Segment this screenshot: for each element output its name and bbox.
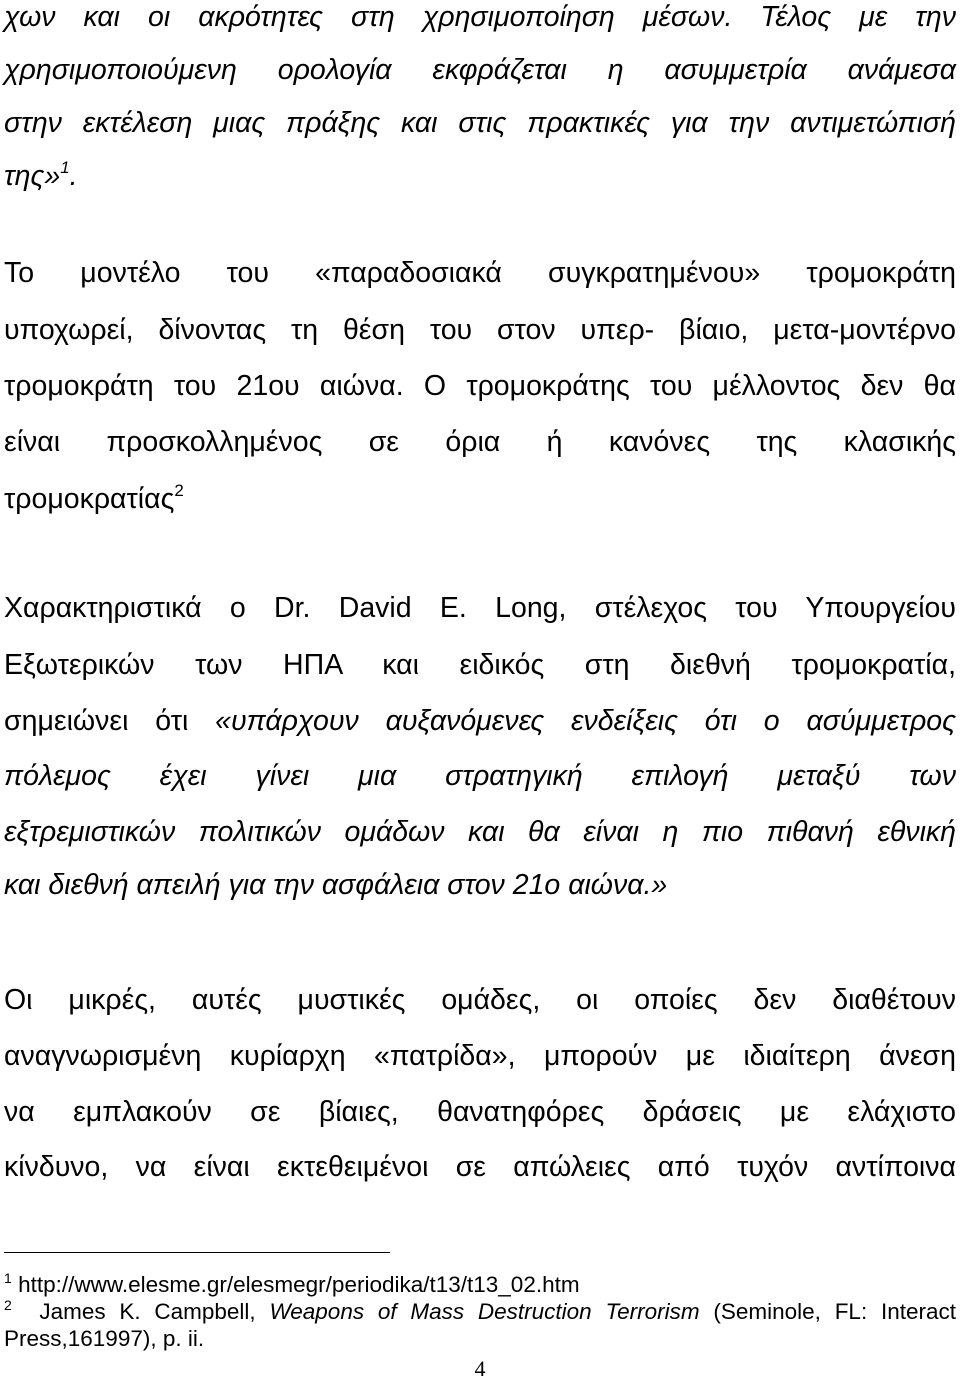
page-number: 4 xyxy=(474,1356,486,1381)
paragraph-1-line-4-text: της» xyxy=(4,160,61,192)
paragraph-4-line-2: αναγνωρισμένη κυρίαρχη «πατρίδα», μπορούν με ιδιαίτερη άνεση xyxy=(4,1040,956,1072)
quote-start: «υπάρχουν αυξανόμενες ενδείξεις ότι ο ασύμμετρος xyxy=(215,705,957,737)
footnote-2-author: James K. Campbell, xyxy=(39,1299,270,1324)
paragraph-3-line-4: πόλεμος έχει γίνει μια στρατηγική επιλογή μεταξύ των xyxy=(4,760,956,792)
footnote-separator xyxy=(4,1252,390,1253)
paragraph-4-line-1: Οι μικρές, αυτές μυστικές ομάδες, οι οποίες δεν διαθέτουν xyxy=(4,984,956,1016)
paragraph-3-line-3 xyxy=(4,704,956,738)
paragraph-3-line-1: Χαρακτηριστικά ο Dr. David E. Long, στέλεχος του Υπουργείου xyxy=(4,592,956,624)
footnote-ref-1: 1 xyxy=(60,158,70,177)
paragraph-3-line-2: Εξωτερικών των ΗΠΑ και ειδικός στη διεθνή τρομοκρατία, xyxy=(4,649,956,681)
paragraph-3-line-3-plain: σημειώνει ότι xyxy=(4,705,216,737)
footnote-2-title: Weapons of Mass Destruction Terrorism xyxy=(269,1299,700,1324)
footnote-2 xyxy=(4,1298,956,1326)
paragraph-4-line-3: να εμπλακούν σε βίαιες, θανατηφόρες δράσεις με ελάχιστο xyxy=(4,1096,956,1128)
paragraph-1-line-2: χρησιμοποιούμενη ορολογία εκφράζεται η ασυμμετρία ανάμεσα xyxy=(4,54,956,86)
footnote-2-number: 2 xyxy=(4,1297,12,1313)
paragraph-4-line-4: κίνδυνο, να είναι εκτεθειμένοι σε απώλειες από τυχόν αντίποινα xyxy=(4,1151,956,1183)
paragraph-2-line-1: Το μοντέλο του «παραδοσιακά συγκρατημένου» τρομοκράτη xyxy=(4,257,956,289)
paragraph-1-line-4-end: . xyxy=(69,160,78,192)
paragraph-2-line-5 xyxy=(4,482,956,516)
paragraph-1-line-4 xyxy=(4,159,956,193)
footnote-1-number: 1 xyxy=(4,1270,12,1286)
paragraph-2-line-5-text: τρομοκρατίας xyxy=(4,483,175,515)
footnote-1-link[interactable]: http://www.elesme.gr/elesmegr/periodika/t13/t13_02.htm xyxy=(18,1272,580,1297)
footnote-2-rest: (Seminole, FL: Interact xyxy=(699,1299,956,1324)
footnote-2-line-2: Press,161997), p. ii. xyxy=(4,1326,205,1351)
paragraph-2-line-2: υποχωρεί, δίνοντας τη θέση του στον υπερ- βίαιο, μετα-μοντέρνο xyxy=(4,314,956,346)
paragraph-2-line-3: τρομοκράτη του 21ου αιώνα. Ο τρομοκράτης του μέλλοντος δεν θα xyxy=(4,370,956,402)
paragraph-2-line-4: είναι προσκολλημένος σε όρια ή κανόνες της κλασικής xyxy=(4,426,956,458)
paragraph-3-line-6: και διεθνή απειλή για την ασφάλεια στον 21ο αιώνα.» xyxy=(4,869,668,901)
paragraph-1-line-1: χων και οι ακρότητες στη χρησιμοποίηση μέσων. Τέλος με την xyxy=(4,1,956,33)
paragraph-1-line-3: στην εκτέλεση μιας πράξης και στις πρακτικές για την αντιμετώπισή xyxy=(4,107,956,139)
footnote-1 xyxy=(4,1271,956,1299)
paragraph-3-line-5: εξτρεμιστικών πολιτικών ομάδων και θα είναι η πιο πιθανή εθνική xyxy=(4,816,956,848)
footnote-ref-2: 2 xyxy=(174,481,184,500)
